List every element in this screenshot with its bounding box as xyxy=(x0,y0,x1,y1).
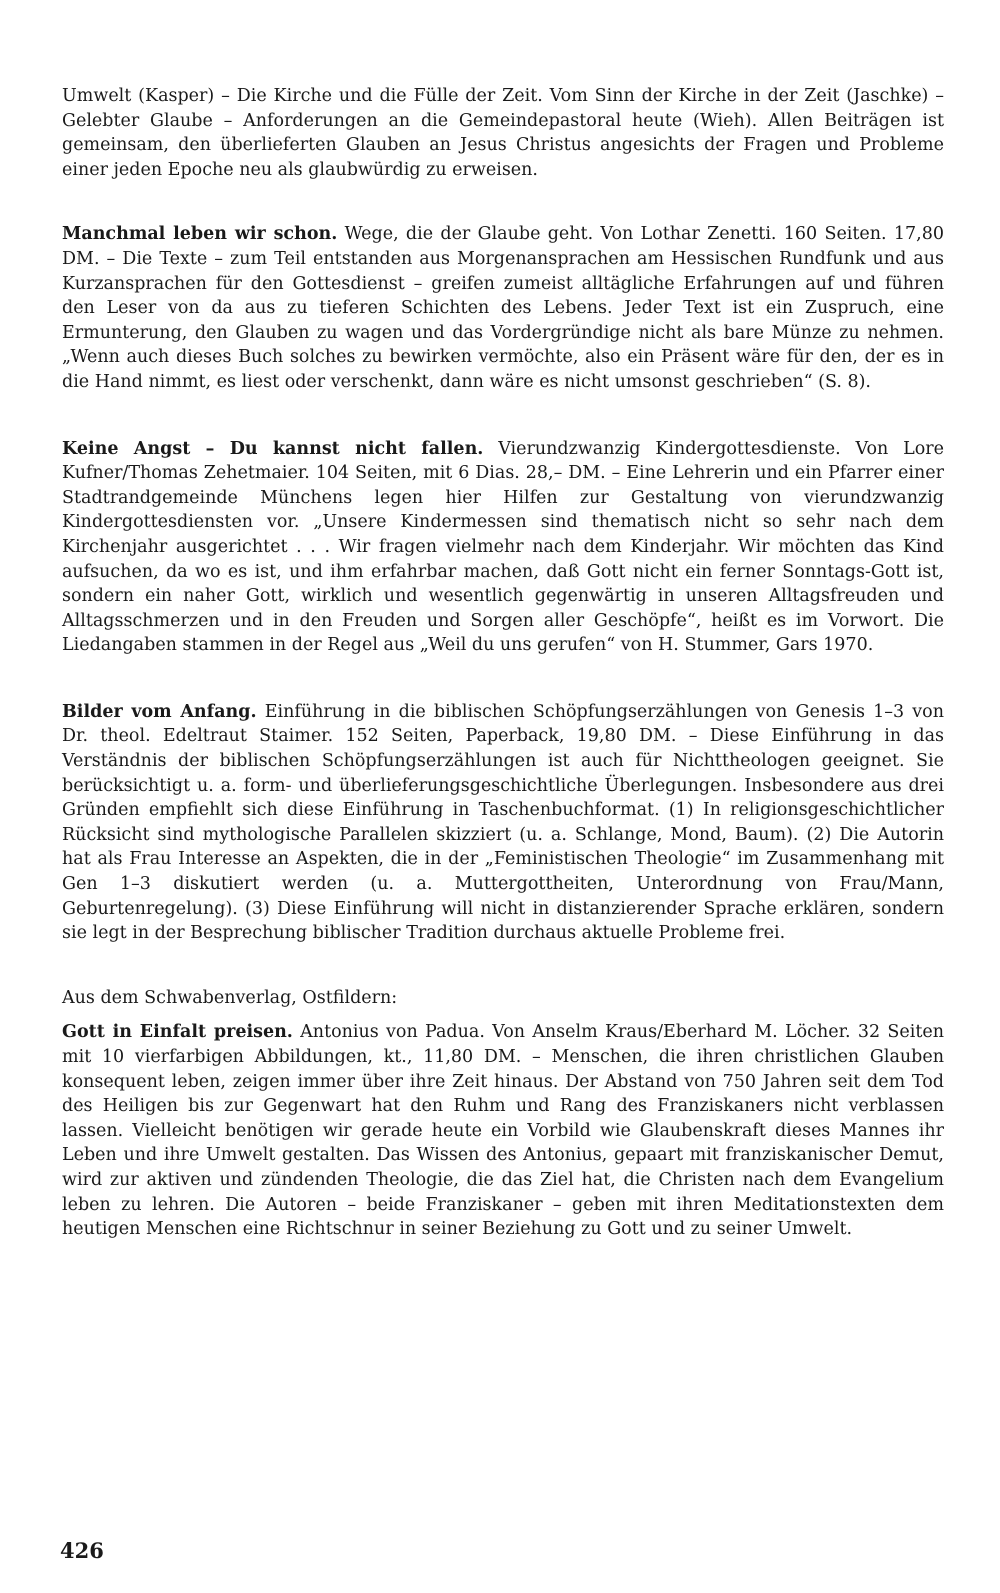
book-entry-gott xyxy=(62,1020,944,1241)
book-title: Manchmal leben wir schon. xyxy=(62,224,338,245)
book-description: Vierundzwanzig Kindergottesdienste. Von Lore Kufner/Thomas Zehetmaier. 104 Seiten, mit 6 Dias. 28,– DM. – Eine Lehrerin und ein Pfarrer einer Stadtrandgemeinde Münchens legen hier Hilfen zur Gestaltung von vierundzwanzig Kindergottesdiensten vor. „Unsere Kindermessen sind thematisch nicht so sehr nach dem Kirchenjahr ausgerichtet . . . Wir fragen vielmehr nach dem Kinderjahr. Wir möchten das Kind aufsuchen, da wo es ist, und ihm erfahrbar machen, daß Gott nicht ein ferner Sonntags-Gott ist, sondern ein naher Gott, wirklich und wesentlich gegenwärtig in unseren Alltagsfreuden und Alltagsschmerzen und in den Freuden und Sorgen aller Geschöpfe“, heißt es im Vorwort. Die Liedangaben stammen in der Regel aus „Weil du uns gerufen“ von H. Stummer, Gars 1970. xyxy=(62,438,945,656)
book-title: Keine Angst – Du kannst nicht fallen. xyxy=(62,438,484,459)
book-entry-bilder xyxy=(62,700,944,946)
book-description: Antonius von Padua. Von Anselm Kraus/Eberhard M. Löcher. 32 Seiten mit 10 vierfarbigen Abbildungen, kt., 11,80 DM. – Menschen, die ihren christlichen Glauben konsequent leben, zeigen immer über ihre Zeit hinaus. Der Abstand von 750 Jahren seit dem Tod des Heiligen bis zur Gegenwart hat den Ruhm und Rang des Franziskaners nicht verblassen lassen. Vielleicht benötigen wir gerade heute ein Vorbild wie Glaubenskraft dieses Mannes ihr Leben und ihre Umwelt gestalten. Das Wissen des Antonius, gepaart mit franziskanischer Demut, wird zur aktiven und zündenden Theologie, die das Ziel hat, die Christen nach dem Evangelium leben zu lehren. Die Autoren – beide Franziskaner – geben mit ihren Meditationstexten dem heutigen Menschen eine Richtschnur in seiner Beziehung zu Gott und zu seiner Umwelt. xyxy=(62,1022,944,1240)
book-title: Gott in Einfalt preisen. xyxy=(62,1022,293,1043)
book-title: Bilder vom Anfang. xyxy=(62,701,257,722)
book-entry-manchmal xyxy=(62,222,944,394)
publisher-line: Aus dem Schwabenverlag, Ostfildern: xyxy=(62,987,398,1008)
book-description: Wege, die der Glaube geht. Von Lothar Zenetti. 160 Seiten. 17,80 DM. – Die Texte – zum Teil entstanden aus Morgenansprachen am Hessischen Rundfunk und aus Kurzansprachen für den Gottesdienst – greifen zumeist alltägliche Erfahrungen auf und führen den Leser von da aus zu tieferen Schichten des Lebens. Jeder Text ist ein Zuspruch, eine Ermunterung, den Glauben zu wagen und das Vordergründige nicht als bare Münze zu nehmen. „Wenn auch dieses Buch solches zu bewirken vermöchte, also ein Präsent wäre für den, der es in die Hand nimmt, es liest oder verschenkt, dann wäre es nicht umsonst geschrieben“ (S. 8). xyxy=(62,224,945,392)
page-body xyxy=(62,84,944,1284)
book-entry-keine-angst xyxy=(62,437,944,658)
intro-paragraph: Umwelt (Kasper) – Die Kirche und die Fülle der Zeit. Vom Sinn der Kirche in der Zeit (Jaschke) – Gelebter Glaube – Anforderungen an die Gemeindepastoral heute (Wieh). Allen Beiträgen ist gemeinsam, den überlieferten Glauben an Jesus Christus angesichts der Fragen und Probleme einer jeden Epoche neu als glaubwürdig zu erweisen. xyxy=(62,86,944,180)
page-number: 426 xyxy=(60,1538,104,1563)
book-description: Einführung in die biblischen Schöpfungserzählungen von Genesis 1–3 von Dr. theol. Edeltraut Staimer. 152 Seiten, Paperback, 19,80 DM. – Diese Einführung in das Verständnis der biblischen Schöpfungserzählungen ist auch für Nichttheologen geeignet. Sie berücksichtigt u. a. form- und überlieferungsgeschichtliche Überlegungen. Insbesondere aus drei Gründen empfiehlt sich diese Einführung in Taschenbuchformat. (1) In religionsgeschichtlicher Rücksicht sind mythologische Parallelen skizziert (u. a. Schlange, Mond, Baum). (2) Die Autorin hat als Frau Interesse an Aspekten, die in der „Feministischen Theologie“ im Zusammenhang mit Gen 1–3 diskutiert werden (u. a. Muttergottheiten, Unterordnung von Frau/Mann, Geburtenregelung). (3) Diese Einführung will nicht in distanzierender Sprache erklären, sondern sie legt in der Besprechung biblischer Tradition durchaus aktuelle Probleme frei. xyxy=(62,701,944,944)
